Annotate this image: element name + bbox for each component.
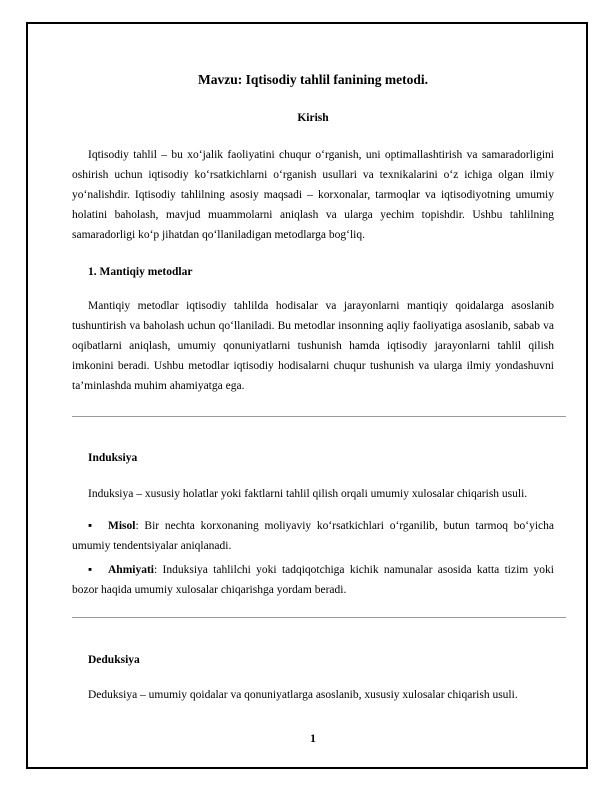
divider bbox=[72, 617, 566, 618]
list-item bbox=[72, 560, 554, 600]
deduction-paragraph: Deduksiya – umumiy qoidalar va qonuniyatlarga asoslanib, xususiy xulosalar chiqarish usuli. bbox=[88, 689, 518, 701]
bullet-text: : Bir nechta korxonaning moliyaviy ko‘rsatkichlari o‘rganilib, butun tarmoq bo‘yicha umumiy tendentsiyalar aniqlanadi. bbox=[72, 520, 554, 552]
bullet-text: : Induksiya tahlilchi yoki tadqiqotchiga kichik namunalar asosida katta tizim yoki bozor haqida umumiy xulosalar chiqarishga yordam beradi. bbox=[72, 564, 554, 596]
bullet-icon: ▪ bbox=[88, 564, 93, 576]
list-item bbox=[72, 516, 554, 556]
page-number: 1 bbox=[310, 733, 316, 745]
logical-methods-paragraph: Mantiqiy metodlar iqtisodiy tahlilda hodisalar va jarayonlarni mantiqiy qoidalarga asoslanib tushuntirish va baholash uchun qo‘llaniladi. Bu metodlar insonning aqliy faoliyatiga asoslanib, sabab va oqibatlarni aniqlash, umumiy qonuniyatlarni tushunish hamda iqtisodiy jarayonlarni tahlil qilish imkonini beradi. Ushbu metodlar iqtisodiy hodisalarni chuqur tushunish va ularga ilmiy yondashuvni ta’minlashda muhim ahamiyatga ega. bbox=[72, 300, 554, 392]
intro-paragraph: Iqtisodiy tahlil – bu xo‘jalik faoliyatini chuqur o‘rganish, uni optimallashtirish va samaradorligini oshirish uchun iqtisodiy ko‘rsatkichlarni o‘rganish usullari va texnikalarini o‘z ichiga olgan ilmiy yo‘nalishdir. Iqtisodiy tahlilning asosiy maqsadi – korxonalar, tarmoqlar va iqtisodiyotning umumiy holatini baholash, mavjud muammolarni aniqlash va ularga yechim topishdir. Ushbu tahlilning samaradorligi ko‘p jihatdan qo‘llaniladigan metodlarga bog‘liq. bbox=[72, 149, 554, 241]
induction-heading: Induksiya bbox=[88, 452, 138, 464]
bullet-label: Misol bbox=[108, 520, 136, 532]
intro-heading: Kirish bbox=[297, 112, 329, 124]
document-title: Mavzu: Iqtisodiy tahlil fanining metodi. bbox=[198, 72, 428, 87]
bullet-label: Ahmiyati bbox=[108, 564, 154, 576]
bullet-icon: ▪ bbox=[88, 520, 93, 532]
induction-paragraph: Induksiya – xususiy holatlar yoki faktlarni tahlil qilish orqali umumiy xulosalar chiqarish usuli. bbox=[88, 488, 528, 500]
section-heading-logical-methods: 1. Mantiqiy metodlar bbox=[88, 266, 193, 278]
divider bbox=[72, 416, 566, 417]
deduction-heading: Deduksiya bbox=[88, 654, 140, 666]
